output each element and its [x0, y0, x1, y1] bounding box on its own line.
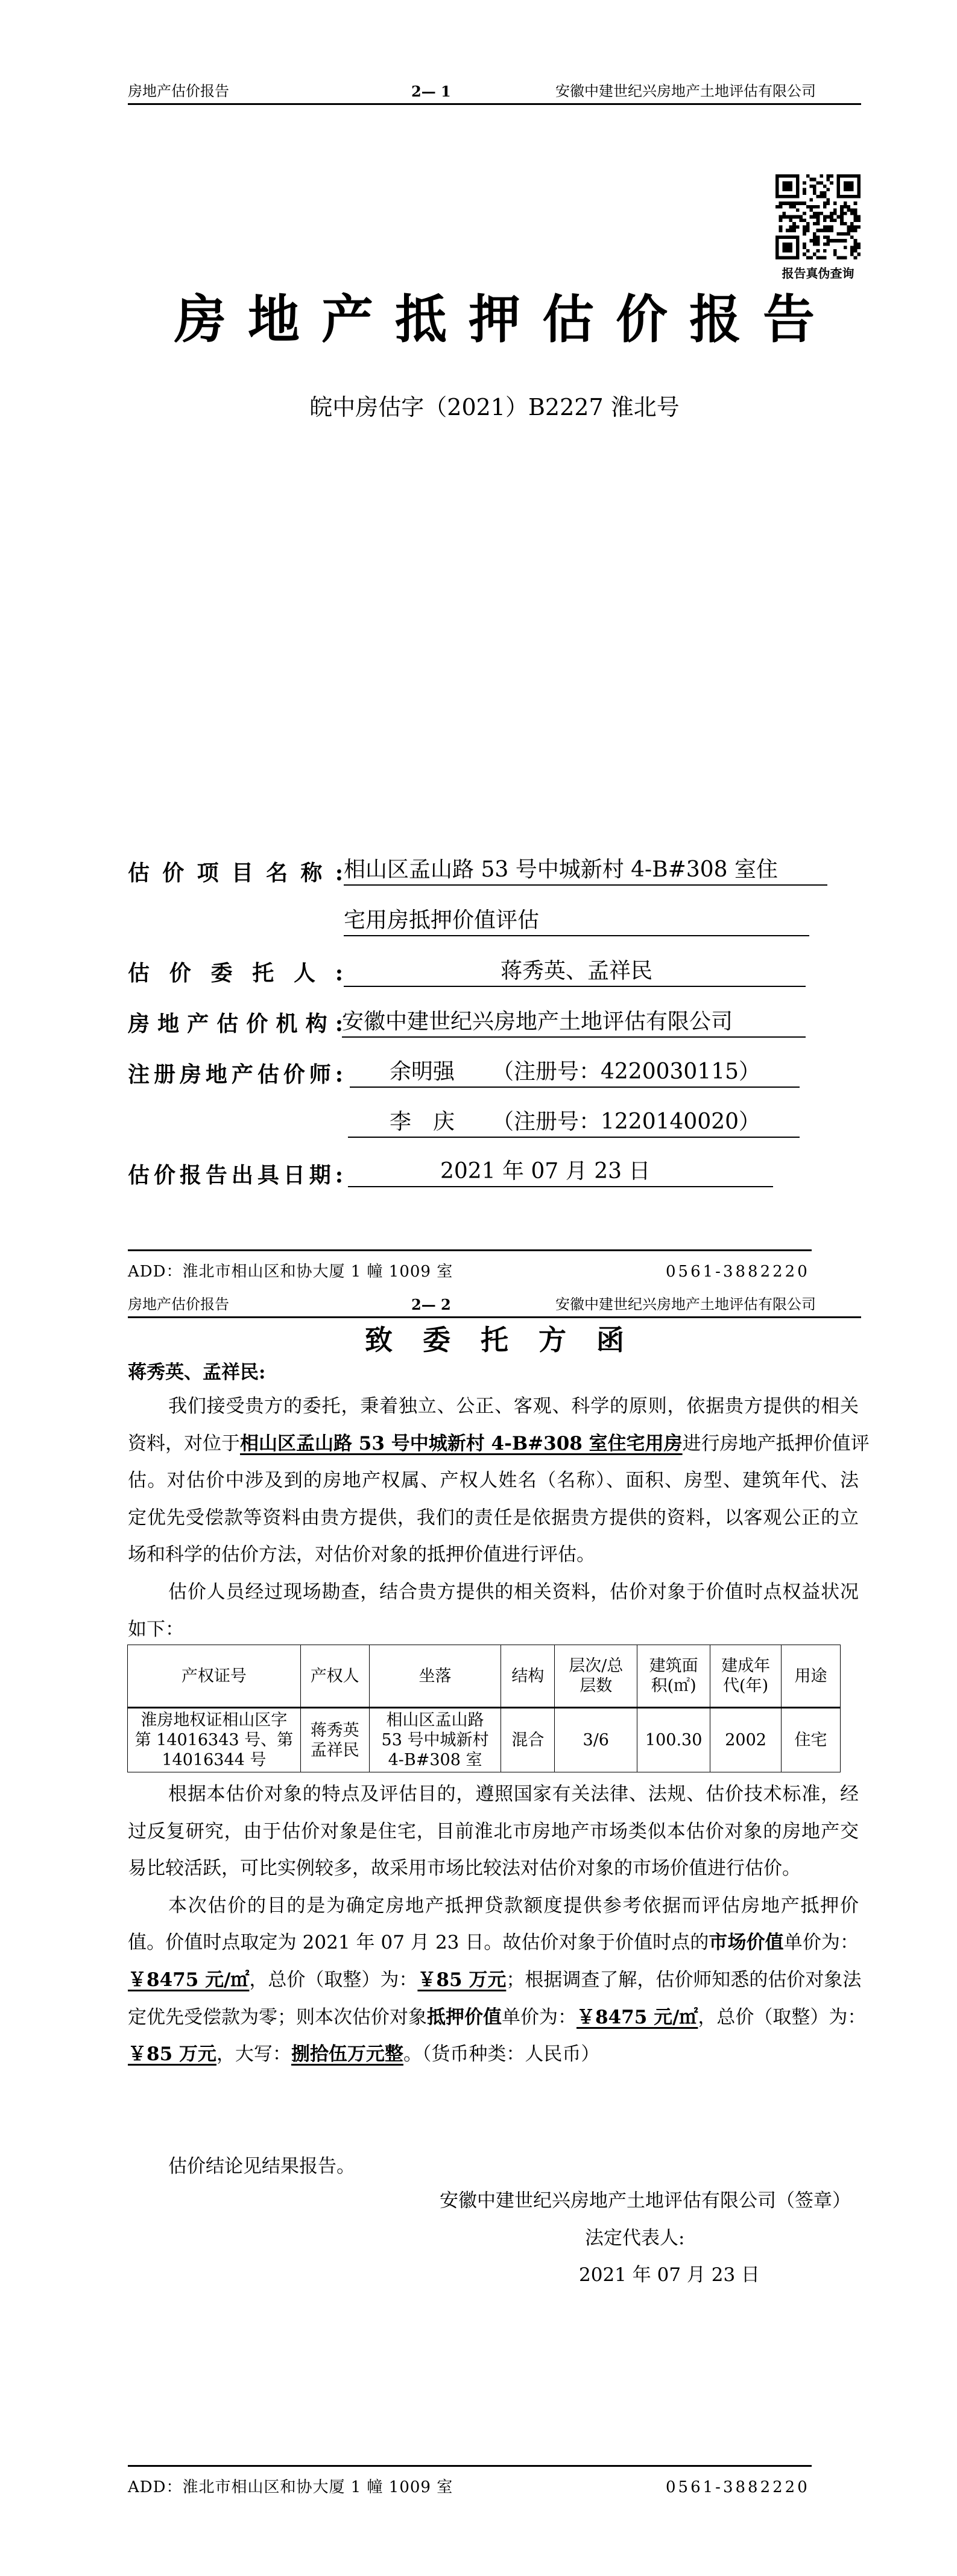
paragraph-line	[128, 1537, 859, 1574]
text-segment: 定优先受偿款为零；则本次估价对象	[128, 2006, 427, 2028]
text-segment: 进行房地产抵押价值评	[682, 1432, 870, 1455]
table-header-row	[128, 1645, 841, 1708]
report-date-value	[348, 1157, 773, 1187]
emphasis-text: 相山区孟山路 53 号中城新村 4-B#308 室住宅用房	[240, 1432, 683, 1455]
table-header-cell: 建筑面 积(㎡)	[637, 1645, 710, 1708]
text-segment: 估。对估价中涉及到的房地产权属、产权人姓名（名称）、面积、房型、建筑年代、法	[128, 1470, 859, 1492]
text-segment: 过反复研究，由于估价对象是住宅，目前淮北市房地产市场类似本估价对象的房地产交	[128, 1820, 859, 1842]
letter-body-2	[128, 1776, 867, 2073]
page-footer	[128, 1261, 812, 1282]
footer-divider	[128, 1249, 812, 1251]
table-header-cell: 用途	[782, 1645, 841, 1708]
signature-representative: 法定代表人:	[585, 2227, 685, 2249]
header-page-number: 2— 2	[411, 1296, 451, 1313]
emphasis-text: ￥8475 元/㎡	[576, 2006, 698, 2028]
paragraph-line	[128, 1776, 859, 1813]
qr-caption: 报告真伪查询	[782, 266, 854, 281]
appraiser-1	[350, 1058, 800, 1088]
footer-divider	[128, 2465, 812, 2467]
table-cell: 蒋秀英 孟祥民	[300, 1708, 369, 1772]
report-date-label: 估价报告出具日期:	[128, 1163, 343, 1188]
project-name-label: 估价项目名称:	[128, 860, 343, 886]
paragraph-line	[128, 1574, 859, 1611]
paragraph-line	[128, 1888, 859, 1925]
table-header-cell: 层次/总 层数	[555, 1645, 637, 1708]
text-segment: ；根据调查了解，估价师知悉的估价对象法	[506, 1968, 862, 1991]
paragraph-line	[128, 1999, 867, 2037]
paragraph-line	[128, 1962, 862, 1999]
text-segment: 本次估价的目的是为确定房地产抵押贷款额度提供参考依据而评估房地产抵押价	[168, 1894, 859, 1917]
page-header	[128, 1294, 861, 1318]
report-number: 皖中房估字（2021）B2227 淮北号	[309, 394, 680, 420]
table-header-cell: 产权证号	[128, 1645, 301, 1708]
table-header-cell: 建成年 代(年)	[710, 1645, 782, 1708]
table-header-cell: 产权人	[300, 1645, 369, 1708]
signature-company: 安徽中建世纪兴房地产土地评估有限公司（签章）	[440, 2190, 851, 2212]
table-cell: 混合	[501, 1708, 555, 1772]
footer-phone: 0561-3882220	[666, 1263, 810, 1281]
paragraph-line	[128, 1924, 859, 1962]
text-segment: 单价为：	[502, 2006, 576, 2028]
header-divider	[128, 103, 861, 105]
page-footer	[128, 2477, 812, 2498]
letter-body-1	[128, 1388, 870, 1648]
header-company: 安徽中建世纪兴房地产土地评估有限公司	[555, 1296, 816, 1313]
report-date-text: 2021 年 07 月 23 日	[440, 1159, 651, 1184]
paragraph-line	[128, 1813, 859, 1851]
paragraph-line	[128, 1611, 859, 1649]
text-segment: 如下：	[128, 1618, 184, 1640]
paragraph-line	[128, 1388, 859, 1426]
header-report-type: 房地产估价报告	[128, 1296, 229, 1313]
paragraph-line	[128, 2036, 859, 2073]
text-segment: ，总价（取整）为：	[249, 1968, 418, 1991]
project-name-value: 相山区孟山路 53 号中城新村 4-B#308 室住	[344, 855, 827, 886]
emphasis-text: ￥85 万元	[128, 2043, 216, 2066]
paragraph-line	[128, 1426, 870, 1463]
table-row	[128, 1708, 841, 1772]
table-cell: 淮房地权证相山区字 第 14016343 号、第 14016344 号	[128, 1708, 301, 1772]
emphasis-text: ￥85 万元	[417, 1968, 507, 1991]
text-segment: 估价人员经过现场勘查，结合贵方提供的相关资料，估价对象于价值时点权益状况	[168, 1581, 859, 1603]
appraiser-2-name: 李 庆	[390, 1109, 455, 1134]
footer-address: ADD：淮北市相山区和协大厦 1 幢 1009 室	[128, 1263, 453, 1281]
appraiser-2-reg: （注册号：1220140020）	[492, 1109, 761, 1134]
text-segment: ，总价（取整）为：	[698, 2006, 867, 2028]
table-cell: 3/6	[555, 1708, 637, 1772]
qr-code-icon	[775, 174, 861, 259]
text-segment: 根据本估价对象的特点及评估目的，遵照国家有关法律、法规、估价技术标准，经	[168, 1783, 859, 1805]
text-segment: 定优先受偿款等资料由贵方提供，我们的责任是依据贵方提供的资料，以客观公正的立	[128, 1506, 859, 1529]
table-cell: 100.30	[637, 1708, 710, 1772]
property-table	[127, 1645, 841, 1772]
paragraph-line	[128, 1850, 859, 1888]
emphasis-text: 捌拾伍万元整	[291, 2043, 403, 2066]
header-divider	[128, 1316, 861, 1318]
table-cell: 2002	[710, 1708, 782, 1772]
agency-value: 安徽中建世纪兴房地产土地评估有限公司	[342, 1007, 806, 1038]
page-header	[128, 81, 861, 105]
header-company: 安徽中建世纪兴房地产土地评估有限公司	[555, 83, 816, 100]
text-segment: ，大写：	[216, 2043, 291, 2066]
appraiser-1-name: 余明强	[390, 1059, 455, 1084]
emphasis-text: 市场价值	[709, 1932, 784, 1954]
text-segment: 场和科学的估价方法，对估价对象的抵押价值进行评估。	[128, 1544, 595, 1566]
paragraph-line	[128, 1462, 859, 1500]
paragraph-line	[128, 1500, 859, 1537]
text-segment: 我们接受贵方的委托，秉着独立、公正、客观、科学的原则，依据贵方提供的相关	[168, 1395, 859, 1417]
client-label: 估价委托人:	[128, 960, 343, 986]
signature-date: 2021 年 07 月 23 日	[579, 2264, 760, 2286]
text-segment: 。（货币种类：人民币）	[403, 2043, 600, 2066]
conclusion	[128, 2148, 859, 2186]
header-page-number: 2— 1	[411, 83, 451, 100]
report-title: 房地产抵押估价报告	[174, 289, 836, 350]
client-value: 蒋秀英、孟祥民	[344, 957, 806, 987]
appraiser-label: 注册房地产估价师:	[128, 1062, 343, 1087]
appraiser-2	[348, 1108, 800, 1138]
text-segment: 单价为：	[783, 1932, 859, 1954]
letter-title: 致委托方函	[365, 1324, 654, 1356]
table-header-cell: 结构	[501, 1645, 555, 1708]
table-cell: 相山区孟山路 53 号中城新村 4-B#308 室	[369, 1708, 501, 1772]
agency-label: 房地产估价机构:	[128, 1011, 343, 1036]
table-cell: 住宅	[782, 1708, 841, 1772]
footer-phone: 0561-3882220	[666, 2478, 810, 2496]
project-name-value-cont: 宅用房抵押价值评估	[344, 906, 809, 936]
text-segment: 易比较活跃，可比实例较多，故采用市场比较法对估价对象的市场价值进行估价。	[128, 1857, 801, 1880]
text-segment: 值。价值时点取定为 2021 年 07 月 23 日。故估价对象于价值时点的	[128, 1932, 709, 1954]
table-header-cell: 坐落	[369, 1645, 501, 1708]
conclusion-text: 估价结论见结果报告。	[168, 2156, 355, 2177]
appraiser-1-reg: （注册号：4220030115）	[492, 1059, 761, 1084]
emphasis-text: 抵押价值	[427, 2006, 502, 2028]
text-segment: 资料，对位于	[128, 1432, 240, 1455]
letter-greeting: 蒋秀英、孟祥民:	[128, 1362, 266, 1383]
footer-address: ADD：淮北市相山区和协大厦 1 幢 1009 室	[128, 2478, 453, 2496]
emphasis-text: ￥8475 元/㎡	[128, 1968, 250, 1991]
header-report-type: 房地产估价报告	[128, 83, 229, 100]
